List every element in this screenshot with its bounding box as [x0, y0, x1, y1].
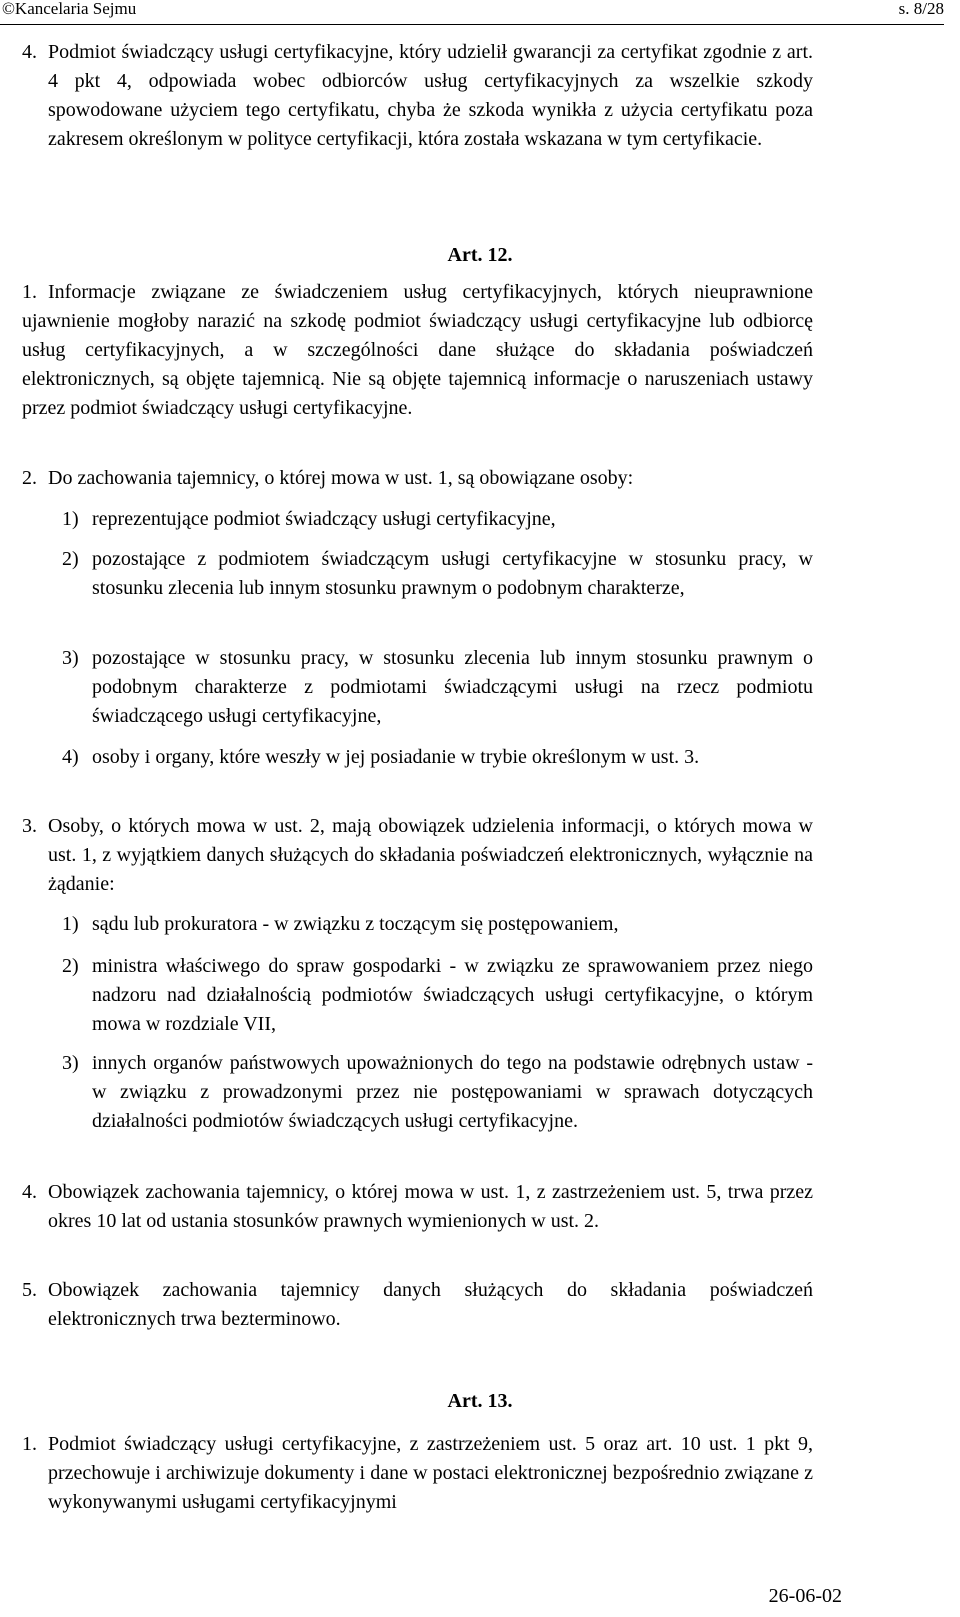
art12-p5-text: Obowiązek zachowania tajemnicy danych służących do składania poświadczeń elektronicznych trwa bezterminowo. [48, 1279, 813, 1330]
art11-p4-text: Podmiot świadczący usługi certyfikacyjne, który udzielił gwarancji za certyfikat zgodnie z art. 4 pkt 4, odpowiada wobec odbiorców usług certyfikacyjnych za wszelkie szkody spowodowane użyciem tego certyfikatu, chyba że szkoda wynikła z użycia certyfikatu poza zakresem określonym w polityce certyfikacji, która została wskazana w tym certyfikacie. [48, 41, 813, 150]
art13-heading: Art. 13. [447, 1390, 513, 1412]
art12-p2-item4-number: 4) [62, 746, 79, 768]
art12-p3-item2-text: ministra właściwego do spraw gospodarki - w związku ze sprawowaniem przez niego nadzoru nad działalnością podmiotów świadczących usługi certyfikacyjne, o którym mowa w rozdziale VII, [92, 955, 813, 1035]
art12-p3-item2-number: 2) [62, 955, 79, 977]
art12-p2-item2-text: pozostające z podmiotem świadczącym usługi certyfikacyjne w stosunku pracy, w stosunku zlecenia lub innym stosunku prawnym o podobnym charakterze, [92, 548, 813, 599]
art12-p2-item4-text: osoby i organy, które weszły w jej posiadanie w trybie określonym w ust. 3. [92, 746, 700, 768]
art12-p3-item3-text: innych organów państwowych upoważnionych do tego na podstawie odrębnych ustaw - w związku z prowadzonymi przez nie postępowaniami w sprawach dotyczących działalności podmiotów świadczących usługi certyfikacyjne. [92, 1052, 813, 1132]
art12-p2-item2-number: 2) [62, 548, 79, 570]
art13-p1-number: 1. [22, 1433, 37, 1455]
art12-p2-item1-number: 1) [62, 508, 79, 530]
art12-p3-item1-number: 1) [62, 913, 79, 935]
art12-p4-number: 4. [22, 1181, 37, 1203]
art12-p2-item3-text: pozostające w stosunku pracy, w stosunku zlecenia lub innym stosunku prawnym o podobnym charakterze z podmiotami świadczącymi usługi na rzecz podmiotu świadczącego usługi certyfikacyjne, [92, 647, 813, 727]
page-header [0, 0, 944, 25]
page-number: s. 8/28 [898, 0, 944, 18]
art12-p4-text: Obowiązek zachowania tajemnicy, o której mowa w ust. 1, z zastrzeżeniem ust. 5, trwa przez okres 10 lat od ustania stosunków prawnych wymienionych w ust. 2. [48, 1181, 813, 1232]
art12-p2-text: Do zachowania tajemnicy, o której mowa w ust. 1, są obowiązane osoby: [48, 467, 634, 489]
art12-p3-number: 3. [22, 815, 37, 837]
art12-p3-text: Osoby, o których mowa w ust. 2, mają obowiązek udzielenia informacji, o których mowa w ust. 1, z wyjątkiem danych służących do składania poświadczeń elektronicznych, wyłącznie na żądanie: [48, 815, 813, 895]
art13-p1-text: Podmiot świadczący usługi certyfikacyjne, z zastrzeżeniem ust. 5 oraz art. 10 ust. 1 pkt 9, przechowuje i archiwizuje dokumenty i dane w postaci elektronicznej bezpośrednio związane z wykonywanymi usługami certyfikacyjnymi [48, 1433, 813, 1513]
art12-p1-text: Informacje związane ze świadczeniem usług certyfikacyjnych, których nieuprawnione ujawnienie mogłoby narazić na szkodę podmiot świadczący usługi certyfikacyjne lub odbiorcę usług certyfikacyjnych, a w szczególności dane służące do składania poświadczeń elektronicznych, są objęte tajemnicą. Nie są objęte tajemnicą informacje o naruszeniach ustawy przez podmiot świadczący usługi certyfikacyjne. [22, 281, 813, 419]
art12-p2-item3-number: 3) [62, 647, 79, 669]
art12-p5-number: 5. [22, 1279, 37, 1301]
copyright-label: ©Kancelaria Sejmu [2, 0, 137, 18]
art12-p3-item3-number: 3) [62, 1052, 79, 1074]
footer-date-code: 26-06-02 [768, 1585, 842, 1607]
art12-p1-number: 1. [22, 281, 37, 303]
art11-p4-number: 4. [22, 41, 37, 63]
art12-p3-item1-text: sądu lub prokuratora - w związku z toczącym się postępowaniem, [92, 913, 619, 935]
art12-p2-item1-text: reprezentujące podmiot świadczący usługi certyfikacyjne, [92, 508, 556, 530]
art12-p2-number: 2. [22, 467, 37, 489]
art12-heading: Art. 12. [447, 244, 513, 266]
